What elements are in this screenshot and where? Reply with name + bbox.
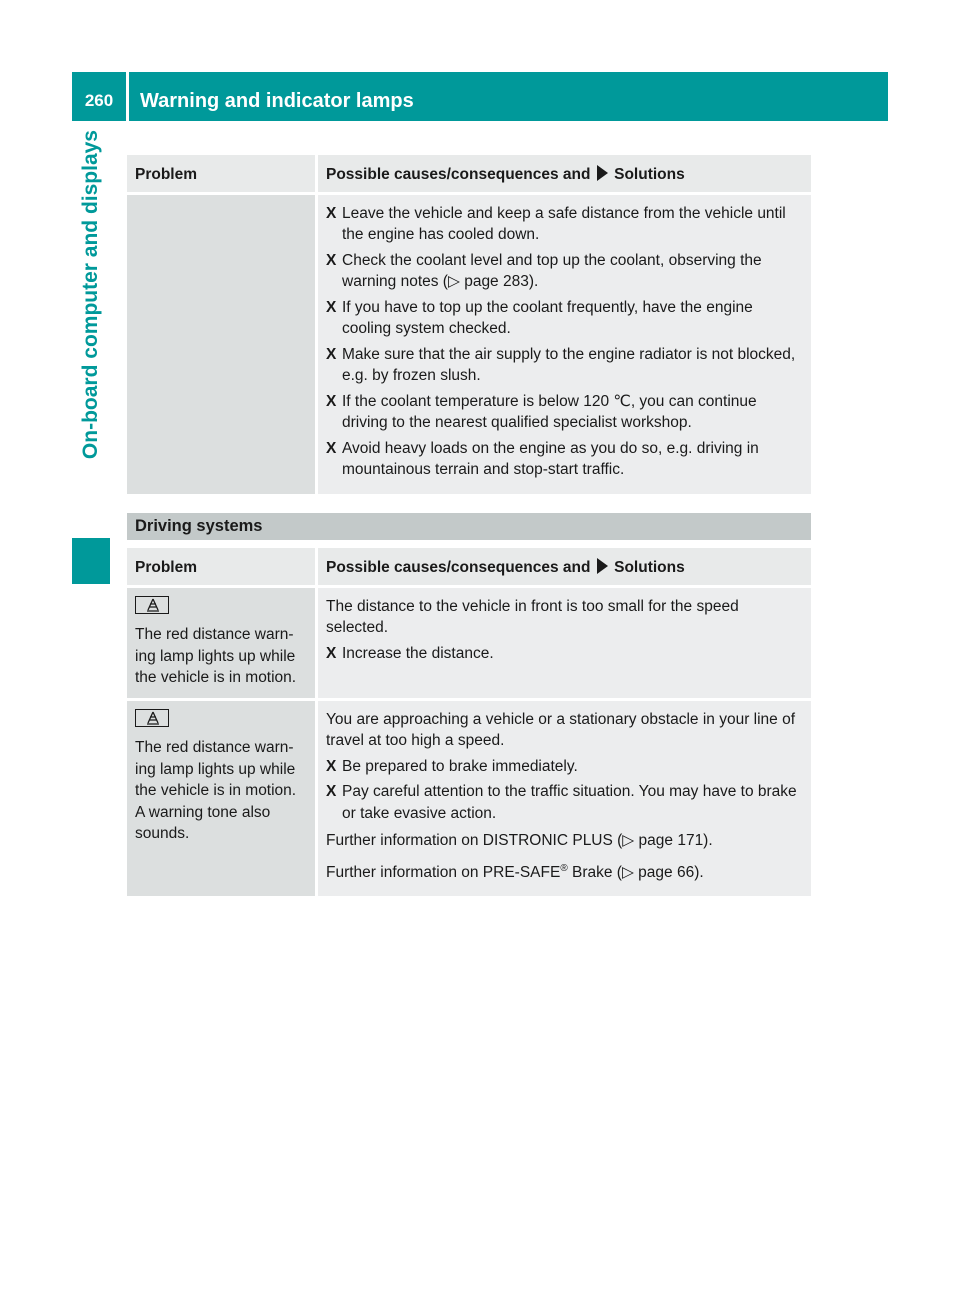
- page-title: Warning and indicator lamps: [129, 72, 888, 121]
- problem-text: The red distance warn-ing lamp lights up while the vehicle is in motion. A warning tone also sounds.: [135, 739, 297, 842]
- problem-cell: [127, 586, 317, 699]
- step-item: X Make sure that the air supply to the engine radiator is not blocked, e.g. by frozen slush.: [326, 345, 796, 384]
- coolant-table: [127, 155, 811, 494]
- section-title: Driving systems: [127, 513, 811, 540]
- step-item: X Be prepared to brake immediately.: [326, 757, 578, 775]
- solution-arrow-icon: [597, 165, 608, 181]
- step-item: X If the coolant temperature is below 120 ℃, you can continue driving to the nearest qualified specialist workshop.: [326, 392, 757, 431]
- step-item: X Check the coolant level and top up the coolant, observing the warning notes (▷ page 283).: [326, 251, 762, 290]
- problem-cell: [127, 699, 317, 896]
- column-header-problem: Problem: [127, 548, 317, 586]
- cause-text: You are approaching a vehicle or a stationary obstacle in your line of travel at too high a speed.: [326, 710, 796, 749]
- solutions-cell: [317, 193, 812, 494]
- column-header-solutions: Possible causes/consequences and Solutions: [317, 548, 812, 586]
- info-text-presafe: Further information on PRE-SAFE® Brake (▷ page 66).: [326, 862, 704, 881]
- page-number: 260: [72, 72, 126, 121]
- cause-text: The distance to the vehicle in front is too small for the speed selected.: [326, 597, 739, 636]
- step-item: X Pay careful attention to the traffic situation. You may have to brake or take evasive action.: [326, 783, 797, 822]
- step-item: X Increase the distance.: [326, 644, 494, 662]
- column-header-problem: Problem: [127, 155, 317, 193]
- solution-arrow-icon: [597, 558, 608, 574]
- side-tab-marker: [72, 538, 110, 584]
- distance-warning-lamp-icon: [135, 596, 169, 614]
- solutions-cell: [317, 586, 812, 699]
- step-item: X Avoid heavy loads on the engine as you do so, e.g. driving in mountainous terrain and stop-start traffic.: [326, 439, 759, 478]
- side-tab-label: On-board computer and displays: [79, 130, 102, 460]
- problem-cell: [127, 193, 317, 494]
- step-item: X Leave the vehicle and keep a safe distance from the vehicle until the engine has cooled down.: [326, 204, 786, 243]
- distance-warning-lamp-icon: [135, 709, 169, 727]
- driving-systems-table: [127, 548, 811, 896]
- solutions-cell: [317, 699, 812, 896]
- column-header-solutions: Possible causes/consequences and Solutions: [317, 155, 812, 193]
- step-item: X If you have to top up the coolant frequently, have the engine cooling system checked.: [326, 298, 753, 337]
- problem-text: The red distance warn-ing lamp lights up while the vehicle is in motion.: [135, 626, 297, 686]
- info-text-distronic: Further information on DISTRONIC PLUS (▷ page 171).: [326, 832, 713, 849]
